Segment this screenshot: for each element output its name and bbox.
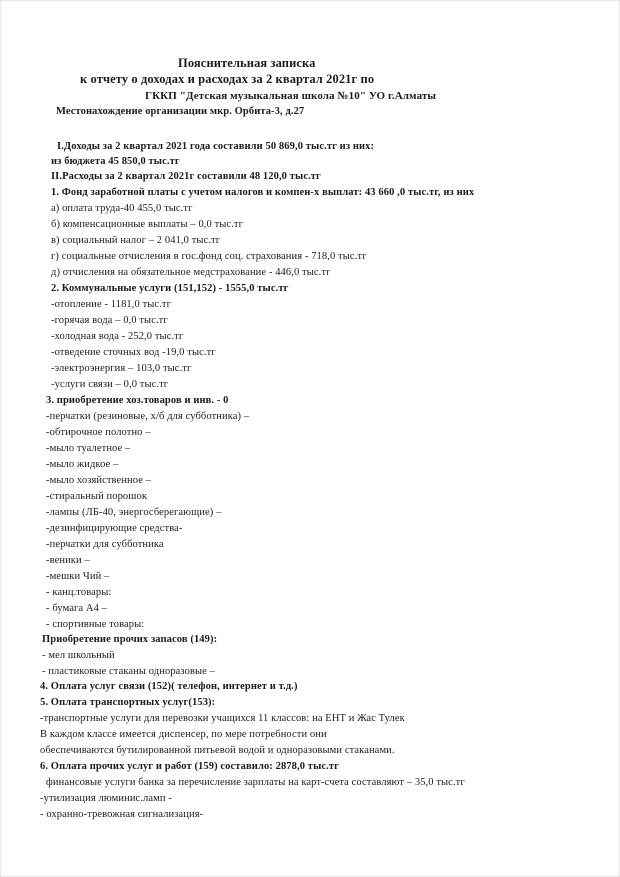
utilities-heading: 2. Коммунальные услуги (151,152) - 1555,0 тыс.тг bbox=[51, 283, 289, 294]
organization-name: ГККП "Детская музыкальная школа №10" УО г.Алматы bbox=[145, 90, 437, 102]
payroll-item: б) компенсационные выплаты – 0,0 тыс.тг bbox=[51, 219, 244, 230]
utilities-item: -услуги связи – 0,0 тыс.тг bbox=[51, 379, 169, 390]
utilities-item: -холодная вода - 252,0 тыс.тг bbox=[51, 331, 184, 342]
other-stock-heading: Приобретение прочих запасов (149): bbox=[42, 634, 218, 645]
household-item: -перчатки для субботника bbox=[46, 539, 164, 550]
household-item: - канц.товары: bbox=[46, 587, 112, 598]
household-item: -мыло туалетное – bbox=[46, 443, 131, 454]
document-subtitle: к отчету о доходах и расходах за 2 квартал 2021г по bbox=[80, 72, 375, 86]
household-item: -мыло жидкое – bbox=[46, 459, 119, 470]
household-item: -мешки Чий – bbox=[46, 571, 110, 582]
utilities-item: -отопление - 1181,0 тыс.тг bbox=[51, 299, 172, 310]
household-item: -лампы (ЛБ-40, энергосберегающие) – bbox=[46, 507, 222, 518]
other-services-item: -утилизация люминис.ламп - bbox=[40, 793, 172, 804]
income-budget: из бюджета 45 850,0 тыс.тг bbox=[51, 156, 180, 167]
payroll-item: г) социальные отчисления в гос.фонд соц. страхования - 718,0 тыс.тг bbox=[51, 251, 367, 262]
household-heading: 3. приобретение хоз.товаров и инв. - 0 bbox=[46, 395, 229, 406]
transport-item: В каждом классе имеется диспенсер, по мере потребности они bbox=[40, 729, 327, 740]
transport-item: обеспечиваются бутилированной питьевой водой и одноразовыми стаканами. bbox=[40, 745, 395, 756]
household-item: -дезинфицирующие средства- bbox=[46, 523, 183, 534]
document-title: Пояснительная записка bbox=[178, 56, 316, 70]
household-item: -перчатки (резиновые, х/б для субботника) – bbox=[46, 411, 250, 422]
other-services-item: - охранно-тревожная сигнализация- bbox=[40, 809, 204, 820]
household-item: - спортивные товары: bbox=[46, 619, 145, 630]
transport-item: -транспортные услуги для перевозки учащихся 11 классов: на ЕНТ и Жас Тулек bbox=[40, 713, 405, 724]
communication-heading: 4. Оплата услуг связи (152)( телефон, интернет и т.д.) bbox=[40, 681, 298, 692]
household-item: -мыло хозяйственное – bbox=[46, 475, 152, 486]
household-item: -стиральный порошок bbox=[46, 491, 148, 502]
expenses-line: II.Расходы за 2 квартал 2021г составили 48 120,0 тыс.тг bbox=[51, 171, 321, 182]
income-line: I.Доходы за 2 квартал 2021 года составили 50 869,0 тыс.тг из них: bbox=[57, 141, 375, 152]
other-services-heading: 6. Оплата прочих услуг и работ (159) составило: 2878,0 тыс.тг bbox=[40, 761, 339, 772]
payroll-heading: 1. Фонд заработной платы с учетом налогов и компен-х выплат: 43 660 ,0 тыс.тг, из них bbox=[51, 187, 475, 198]
utilities-item: -горячая вода – 0,0 тыс.тг bbox=[51, 315, 168, 326]
other-stock-item: - мел школьный bbox=[42, 650, 115, 661]
other-stock-item: - пластиковые стаканы одноразовые – bbox=[42, 666, 216, 677]
utilities-item: -электроэнергия – 103,0 тыс.тг bbox=[51, 363, 192, 374]
payroll-item: д) отчисления на обязательное медстрахование - 446,0 тыс.тг bbox=[51, 267, 331, 278]
household-item: - бумага А4 – bbox=[46, 603, 108, 614]
household-item: -обтирочное полотно – bbox=[46, 427, 151, 438]
payroll-item: в) социальный налог – 2 041,0 тыс.тг bbox=[51, 235, 221, 246]
utilities-item: -отведение сточных вод -19,0 тыс.тг bbox=[51, 347, 216, 358]
organization-location: Местонахождение организации мкр. Орбита-3, д.27 bbox=[56, 106, 305, 117]
household-item: -веники – bbox=[46, 555, 90, 566]
other-services-item: финансовые услуги банка за перечисление зарплаты на карт-счета составляют – 35,0 тыс.тг bbox=[46, 777, 465, 788]
payroll-item: а) оплата труда-40 455,0 тыс.тг bbox=[51, 203, 193, 214]
transport-heading: 5. Оплата транспортных услуг(153): bbox=[40, 697, 216, 708]
